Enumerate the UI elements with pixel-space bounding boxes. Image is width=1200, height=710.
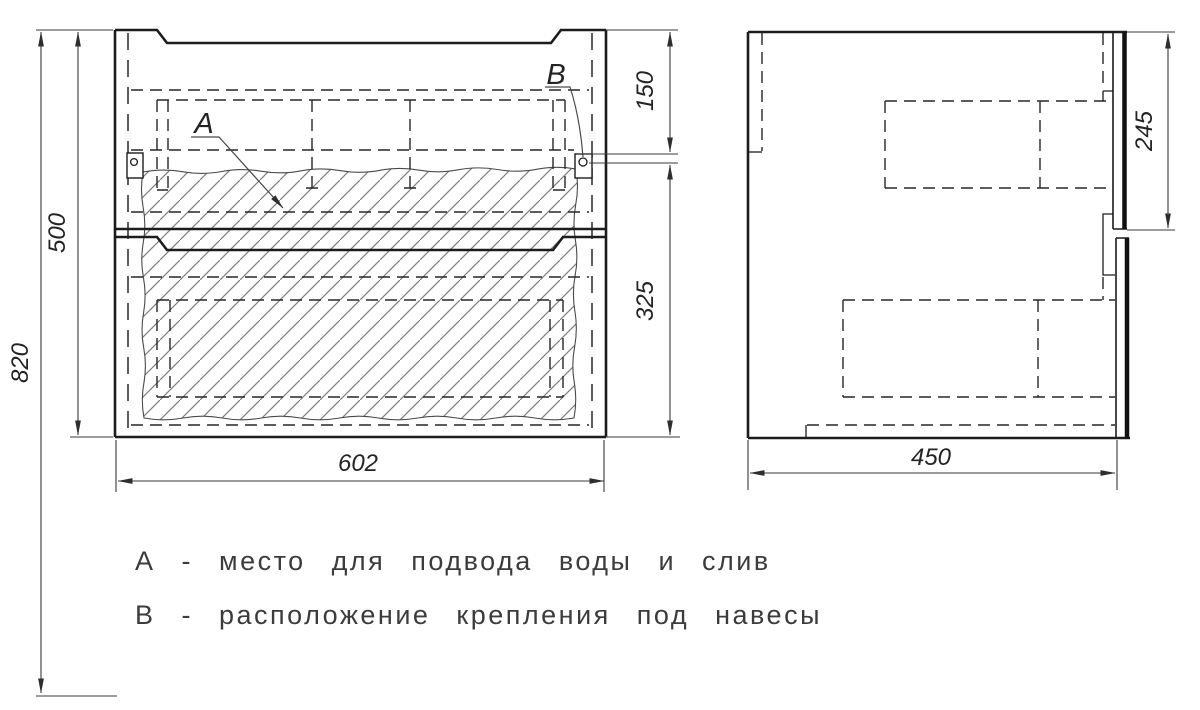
- callout-b: [545, 59, 583, 157]
- side-hidden-lines: [762, 33, 1115, 425]
- dim-text-602: 602: [337, 450, 379, 477]
- dim-text-325: 325: [632, 280, 659, 322]
- hatched-plumbing-area: [141, 167, 577, 419]
- dim-text-820: 820: [7, 342, 34, 384]
- left-bracket-hole: [131, 159, 138, 166]
- legend-line-b: В - расположение крепления под навесы: [135, 600, 822, 630]
- label-a: А: [194, 108, 214, 140]
- side-view: [748, 32, 1130, 438]
- dim-text-150: 150: [632, 70, 659, 112]
- right-bracket-hole: [579, 158, 587, 166]
- legend: [135, 546, 822, 630]
- right-mount-bracket: [575, 154, 592, 178]
- bottom-drawer-front-panel: [1116, 238, 1129, 438]
- front-view: [115, 30, 606, 437]
- legend-line-a: А - место для подвода воды и слив: [135, 546, 771, 576]
- left-mount-bracket: [127, 153, 143, 178]
- top-drawer-front-panel: [1113, 32, 1127, 229]
- dim-text-500: 500: [44, 212, 71, 254]
- dim-text-245: 245: [1131, 110, 1158, 152]
- side-outline: [748, 32, 1130, 438]
- label-b: В: [546, 59, 566, 91]
- dim-text-450: 450: [910, 444, 952, 471]
